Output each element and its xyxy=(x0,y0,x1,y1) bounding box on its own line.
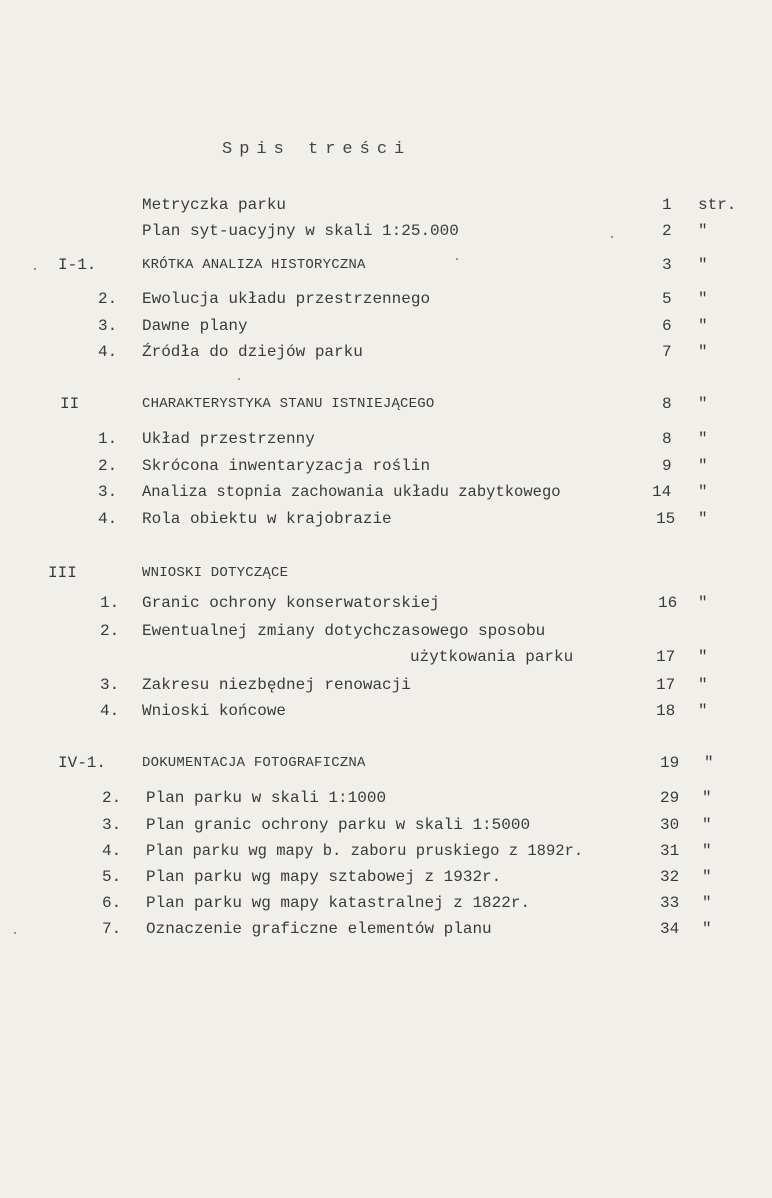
toc-entry xyxy=(0,339,772,365)
toc-section xyxy=(0,252,772,278)
toc-entry-mark: " xyxy=(698,676,708,694)
toc-entry-number: 4. xyxy=(102,842,122,860)
toc-entry xyxy=(0,812,772,838)
toc-entry-text: Plan syt-uacyjny w skali 1:25.000 xyxy=(142,222,459,240)
toc-entry-text: Zakresu niezbędnej renowacji xyxy=(142,676,411,694)
toc-entry-page: 6 xyxy=(662,317,672,335)
toc-section-number: II xyxy=(60,395,80,413)
toc-entry-continuation xyxy=(0,644,772,670)
toc-entry-page: 1 xyxy=(662,196,672,214)
paper-speck xyxy=(14,932,16,934)
toc-entry-number: 1. xyxy=(98,430,118,448)
toc-entry-number: 5. xyxy=(102,868,122,886)
toc-entry-mark: " xyxy=(698,702,708,720)
toc-entry-mark: str. xyxy=(698,196,737,214)
paper-speck xyxy=(238,378,240,380)
toc-section xyxy=(0,391,772,417)
toc-section-number: III xyxy=(48,564,77,582)
toc-section-heading: CHARAKTERYSTYKA STANU ISTNIEJĄCEGO xyxy=(142,396,435,412)
toc-entry-page: 33 xyxy=(660,894,680,912)
toc-entry-number: 7. xyxy=(102,920,122,938)
toc-entry-number: 2. xyxy=(98,457,118,475)
toc-entry-page: 8 xyxy=(662,430,672,448)
toc-entry-text: Oznaczenie graficzne elementów planu xyxy=(146,920,492,938)
toc-entry-mark: " xyxy=(702,842,712,860)
toc-entry-number: 4. xyxy=(98,510,118,528)
toc-entry xyxy=(0,590,772,616)
toc-entry-mark: " xyxy=(698,594,708,612)
toc-entry-text: Plan parku wg mapy sztabowej z 1932r. xyxy=(146,868,502,886)
toc-entry-page: 16 xyxy=(658,594,678,612)
toc-entry-text: użytkowania parku xyxy=(410,648,574,666)
toc-entry-text: Plan granic ochrony parku w skali 1:5000 xyxy=(146,816,531,834)
toc-entry-mark: " xyxy=(698,222,708,240)
toc-entry-mark: " xyxy=(698,343,708,361)
toc-entry-mark: " xyxy=(702,868,712,886)
toc-entry-number: 4. xyxy=(98,343,118,361)
toc-entry xyxy=(0,453,772,479)
toc-entry-text: Źródła do dziejów parku xyxy=(142,343,363,361)
toc-entry xyxy=(0,192,772,218)
toc-entry-number: 2. xyxy=(102,789,122,807)
toc-entry xyxy=(0,916,772,942)
toc-entry xyxy=(0,426,772,452)
toc-entry-page: 17 xyxy=(656,648,676,666)
toc-entry-mark: " xyxy=(698,395,708,413)
toc-entry-number: 1. xyxy=(100,594,120,612)
toc-entry-number: 3. xyxy=(98,483,118,501)
toc-entry xyxy=(0,313,772,339)
toc-entry-text: Ewolucja układu przestrzennego xyxy=(142,290,431,308)
toc-entry-number: 2. xyxy=(100,622,120,640)
toc-section xyxy=(0,750,772,776)
toc-entry-page: 15 xyxy=(656,510,676,528)
toc-entry-page: 17 xyxy=(656,676,676,694)
toc-entry xyxy=(0,785,772,811)
toc-entry-page: 8 xyxy=(662,395,672,413)
toc-entry-text: Wnioski końcowe xyxy=(142,702,287,720)
toc-entry-page: 34 xyxy=(660,920,680,938)
toc-entry-mark: " xyxy=(698,483,708,501)
toc-entry-page: 19 xyxy=(660,754,680,772)
toc-entry-text: Plan parku wg mapy b. zaboru pruskiego z 1892r. xyxy=(146,842,584,860)
toc-entry-page: 9 xyxy=(662,457,672,475)
toc-entry-mark: " xyxy=(704,754,714,772)
toc-entry-text: Rola obiektu w krajobrazie xyxy=(142,510,392,528)
toc-entry-text: Granic ochrony konserwatorskiej xyxy=(142,594,440,612)
toc-section-heading: WNIOSKI DOTYCZĄCE xyxy=(142,565,289,581)
toc-entry-mark: " xyxy=(698,290,708,308)
toc-section xyxy=(0,560,772,586)
toc-entry xyxy=(0,864,772,890)
toc-entry-mark: " xyxy=(698,648,708,666)
toc-entry-mark: " xyxy=(698,430,708,448)
toc-entry-mark: " xyxy=(702,920,712,938)
toc-entry-text: Metryczka parku xyxy=(142,196,287,214)
toc-entry-number: 2. xyxy=(98,290,118,308)
toc-entry-text: Plan parku w skali 1:1000 xyxy=(146,789,387,807)
toc-section-number: I-1. xyxy=(58,256,97,274)
toc-entry xyxy=(0,890,772,916)
toc-entry xyxy=(0,672,772,698)
toc-entry-page: 31 xyxy=(660,842,680,860)
toc-entry-mark: " xyxy=(702,816,712,834)
toc-entry-text: Ewentualnej zmiany dotychczasowego sposobu xyxy=(142,622,546,640)
toc-entry-mark: " xyxy=(698,457,708,475)
paper-speck xyxy=(34,268,36,270)
toc-entry-mark: " xyxy=(698,317,708,335)
toc-entry-page: 3 xyxy=(662,256,672,274)
toc-entry-mark: " xyxy=(702,789,712,807)
page-title: Spis treści xyxy=(222,140,412,159)
toc-entry-text: Skrócona inwentaryzacja roślin xyxy=(142,457,431,475)
toc-entry-number: 3. xyxy=(102,816,122,834)
toc-entry-page: 2 xyxy=(662,222,672,240)
toc-entry-page: 29 xyxy=(660,789,680,807)
toc-section-number: IV-1. xyxy=(58,754,107,772)
toc-entry-page: 18 xyxy=(656,702,676,720)
toc-entry xyxy=(0,218,772,244)
toc-entry-mark: " xyxy=(698,256,708,274)
paper-speck xyxy=(611,236,613,238)
toc-entry-page: 5 xyxy=(662,290,672,308)
toc-entry-text: Układ przestrzenny xyxy=(142,430,315,448)
toc-entry xyxy=(0,479,772,505)
toc-entry-text: Dawne plany xyxy=(142,317,248,335)
toc-entry xyxy=(0,286,772,312)
toc-section-heading: DOKUMENTACJA FOTOGRAFICZNA xyxy=(142,755,366,771)
toc-entry-number: 6. xyxy=(102,894,122,912)
toc-entry-page: 14 xyxy=(652,483,672,501)
paper-speck xyxy=(456,258,458,260)
toc-entry-mark: " xyxy=(702,894,712,912)
toc-section-heading: KRÓTKA ANALIZA HISTORYCZNA xyxy=(142,257,366,273)
toc-entry-text: Analiza stopnia zachowania układu zabytkowego xyxy=(142,483,561,501)
toc-entry-number: 3. xyxy=(100,676,120,694)
toc-entry-page: 30 xyxy=(660,816,680,834)
toc-entry xyxy=(0,618,772,644)
toc-entry xyxy=(0,698,772,724)
toc-entry-page: 7 xyxy=(662,343,672,361)
toc-entry-number: 3. xyxy=(98,317,118,335)
toc-entry-number: 4. xyxy=(100,702,120,720)
toc-entry xyxy=(0,838,772,864)
toc-entry-mark: " xyxy=(698,510,708,528)
toc-entry xyxy=(0,506,772,532)
toc-entry-page: 32 xyxy=(660,868,680,886)
toc-entry-text: Plan parku wg mapy katastralnej z 1822r. xyxy=(146,894,531,912)
